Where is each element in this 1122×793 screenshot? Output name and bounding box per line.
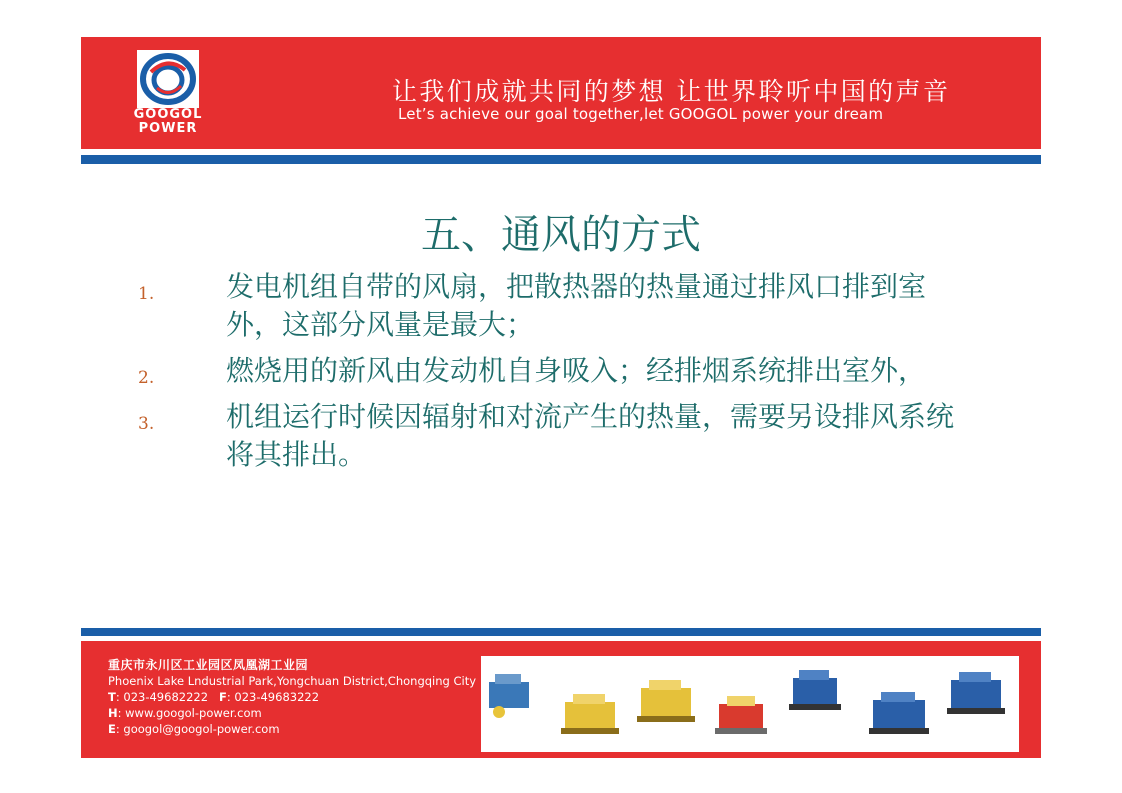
email-line bbox=[108, 721, 488, 737]
website: : www.googol-power.com bbox=[117, 706, 262, 720]
list-text: 发电机组自带的风扇，把散热器的热量通过排风口排到室外，这部分风量是最大； bbox=[226, 270, 927, 341]
email-label: E bbox=[108, 722, 116, 736]
phone-fax-line bbox=[108, 689, 488, 705]
list-number: 1. bbox=[138, 284, 155, 304]
logo-text bbox=[118, 108, 218, 136]
slogan-chinese: 让我们成就共同的梦想 让世界聆听中国的声音 bbox=[392, 77, 951, 106]
contact-info bbox=[108, 657, 488, 737]
slogan-english: Let’s achieve our goal together,let GOOGOL power your dream bbox=[398, 105, 884, 123]
footer-blue-stripe bbox=[81, 628, 1041, 636]
generator-products-image bbox=[481, 656, 1019, 752]
email: : googol@googol-power.com bbox=[115, 722, 280, 736]
list-item bbox=[138, 268, 978, 344]
googol-swirl-icon bbox=[137, 50, 199, 108]
slide-title: 五、通风的方式 bbox=[421, 212, 701, 258]
logo-line2: POWER bbox=[138, 121, 198, 136]
web-label: H bbox=[108, 706, 118, 720]
website-line bbox=[108, 705, 488, 721]
tel-label: T bbox=[108, 690, 116, 704]
list-item bbox=[138, 352, 978, 390]
numbered-list bbox=[138, 268, 978, 482]
address-chinese: 重庆市永川区工业园区凤凰湖工业园 bbox=[108, 658, 309, 672]
list-number: 3. bbox=[138, 414, 155, 434]
header-blue-stripe bbox=[81, 155, 1041, 164]
list-number: 2. bbox=[138, 368, 155, 388]
list-text: 机组运行时候因辐射和对流产生的热量，需要另设排风系统将其排出。 bbox=[226, 400, 955, 471]
tel-number: : 023-49682222 bbox=[115, 690, 209, 704]
list-item bbox=[138, 398, 978, 474]
fax-number: : 023-49683222 bbox=[226, 690, 320, 704]
logo-line1: GOOGOL bbox=[133, 107, 203, 122]
fax-label: F bbox=[219, 690, 227, 704]
googol-logo bbox=[118, 50, 218, 142]
list-text: 燃烧用的新风由发动机自身吸入；经排烟系统排出室外， bbox=[226, 354, 927, 387]
address-english: Phoenix Lake Lndustrial Park,Yongchuan District,Chongqing City bbox=[108, 674, 477, 688]
